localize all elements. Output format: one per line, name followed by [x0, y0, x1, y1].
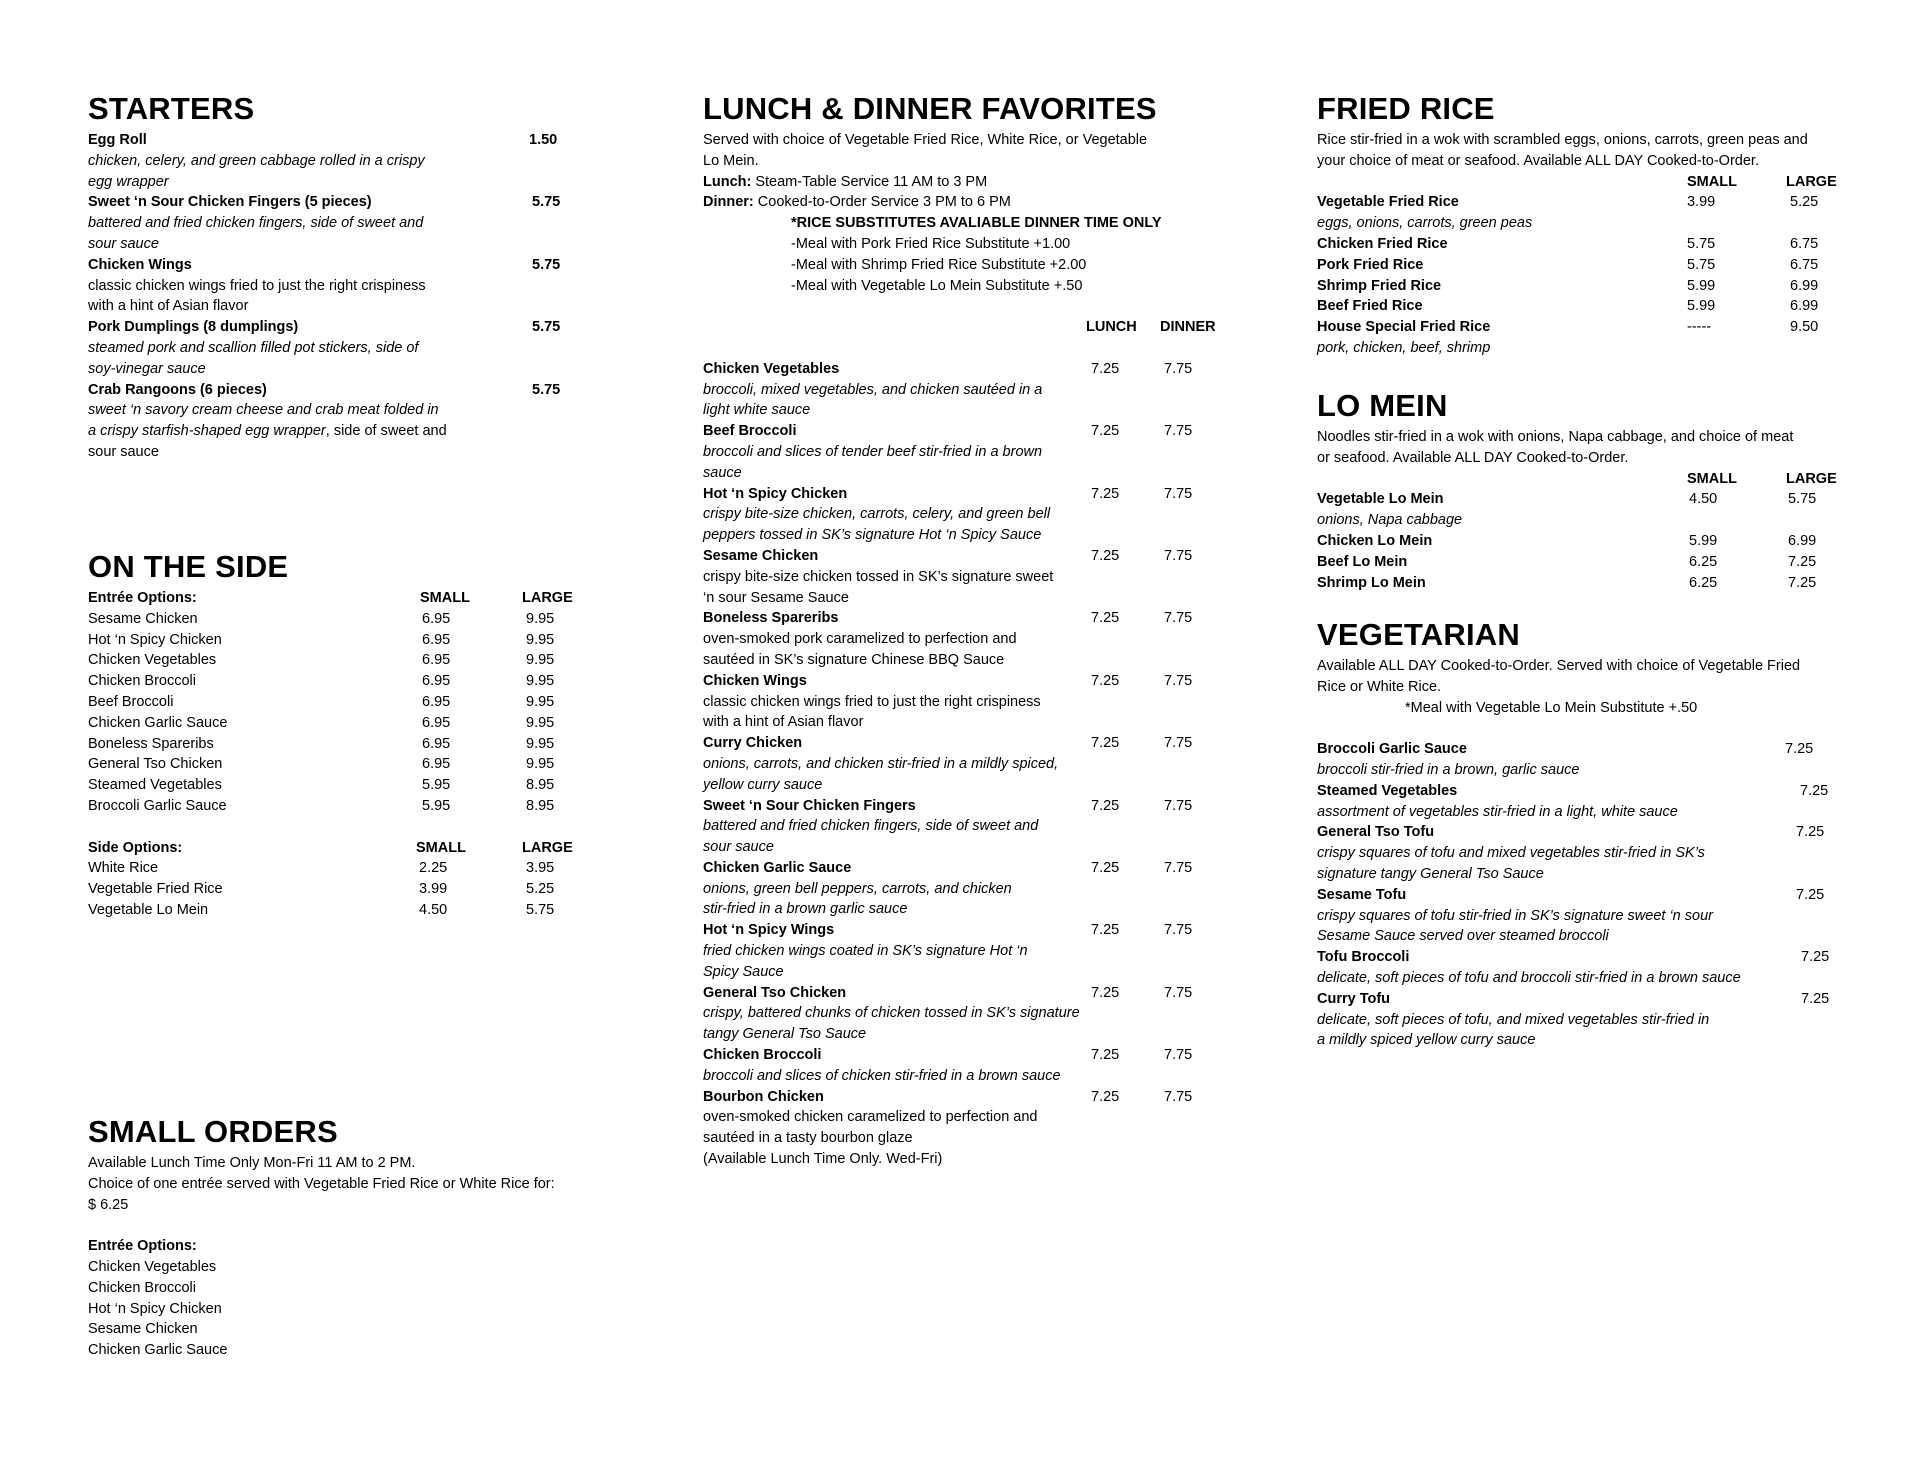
lunch-label: Lunch:: [703, 173, 752, 190]
vegetarian-item: [1317, 989, 1862, 1010]
large-price: 9.95: [526, 673, 555, 690]
item-description: eggs, onions, carrots, green peas: [1317, 215, 1533, 232]
favorite-item-name: [703, 1045, 1243, 1066]
large-price: 9.95: [526, 714, 555, 731]
large-column-header: LARGE: [522, 590, 573, 606]
item-description: assortment of vegetables stir-fried in a light, white sauce: [1317, 803, 1678, 820]
lo-mein-section: [1317, 385, 1862, 593]
dinner-service-line: [703, 192, 1243, 213]
item-name: Steamed Vegetables: [88, 777, 222, 794]
lunch-price: 7.25: [1091, 672, 1120, 689]
item-description: oven-smoked chicken caramelized to perfection and: [703, 1109, 1038, 1126]
dinner-price: 7.75: [1164, 423, 1193, 440]
small-price: 6.25: [1689, 574, 1718, 591]
small-price: 5.95: [422, 797, 451, 814]
item-name: Chicken Wings: [703, 672, 807, 689]
item-description-part: a crispy starfish-shaped egg wrapper: [88, 423, 326, 440]
item-description: a mildly spiced yellow curry sauce: [1317, 1032, 1536, 1049]
large-price: 5.75: [1788, 491, 1817, 508]
lunch-price: 7.25: [1091, 610, 1120, 627]
small-price: 4.50: [419, 901, 448, 918]
item-name: General Tso Chicken: [88, 756, 223, 773]
entree-option-row: [88, 775, 648, 796]
lo-mein-column-headers: [1317, 469, 1862, 490]
small-orders-section: [88, 1111, 648, 1361]
favorite-item-name: [703, 484, 1243, 505]
small-column-header: SMALL: [1687, 470, 1737, 487]
item-price: 7.25: [1796, 824, 1825, 841]
large-price: 5.25: [1790, 194, 1819, 211]
item-name: Hot ‘n Spicy Chicken: [88, 631, 222, 648]
favorite-item-name: [703, 546, 1243, 567]
small-price: 6.95: [422, 673, 451, 690]
item-description: crispy squares of tofu stir-fried in SK’s signature sweet ‘n sour: [1317, 907, 1713, 924]
entree-option-row: [88, 650, 648, 671]
item-name: Vegetable Fried Rice: [88, 881, 223, 898]
large-price: 6.99: [1790, 298, 1819, 315]
favorite-item-name: [703, 359, 1243, 380]
lunch-price: 7.25: [1091, 485, 1120, 502]
dinner-price: 7.75: [1164, 360, 1193, 377]
lunch-price: 7.25: [1091, 1047, 1120, 1064]
fried-rice-item: [1317, 276, 1862, 297]
item-price: 7.25: [1801, 949, 1830, 966]
dinner-price: 7.75: [1164, 547, 1193, 564]
lunch-price: 7.25: [1091, 423, 1120, 440]
lunch-column-header: LUNCH: [1086, 319, 1137, 336]
small-order-option: Chicken Vegetables: [88, 1258, 217, 1275]
item-name: Chicken Garlic Sauce: [703, 859, 852, 876]
item-description: fried chicken wings coated in SK’s signature Hot ‘n: [703, 943, 1028, 960]
item-name: Chicken Garlic Sauce: [88, 714, 228, 731]
item-description: broccoli and slices of chicken stir-fried in a brown sauce: [703, 1067, 1061, 1084]
item-description: (Available Lunch Time Only. Wed-Fri): [703, 1151, 943, 1168]
small-order-option: Chicken Garlic Sauce: [88, 1342, 228, 1359]
starter-item-name: [88, 380, 648, 401]
item-description: with a hint of Asian flavor: [88, 298, 249, 315]
rice-substitutes-title: *RICE SUBSTITUTES AVALIABLE DINNER TIME ONLY: [791, 215, 1162, 232]
starters-list: [88, 130, 648, 463]
item-description: delicate, soft pieces of tofu and broccoli stir-fried in a brown sauce: [1317, 969, 1741, 986]
favorite-item-name: [703, 796, 1243, 817]
item-name: Sesame Chicken: [703, 547, 819, 564]
item-name: Broccoli Garlic Sauce: [88, 797, 227, 814]
small-column-header: SMALL: [1687, 173, 1737, 190]
large-price: 6.75: [1790, 256, 1819, 273]
fried-rice-item: [1317, 192, 1862, 213]
item-name: Tofu Broccoli: [1317, 949, 1410, 966]
small-price: 6.95: [422, 652, 451, 669]
lo-mein-intro-line: Noodles stir-fried in a wok with onions, Napa cabbage, and choice of meat: [1317, 429, 1794, 445]
substitute-option: -Meal with Vegetable Lo Mein Substitute +.50: [791, 277, 1083, 294]
small-column-header: SMALL: [420, 590, 470, 606]
fried-rice-item: [1317, 234, 1862, 255]
fried-rice-section: [1317, 88, 1862, 359]
item-name: Sweet ‘n Sour Chicken Fingers (5 pieces): [88, 194, 372, 211]
item-description: chicken, celery, and green cabbage rolled in a crispy: [88, 152, 425, 169]
large-price: 6.75: [1790, 235, 1819, 252]
item-description: [88, 421, 648, 442]
item-name: Beef Fried Rice: [1317, 298, 1423, 315]
large-price: 8.95: [526, 797, 555, 814]
small-price: 5.99: [1687, 277, 1716, 294]
item-name: Shrimp Lo Mein: [1317, 574, 1426, 591]
favorite-item-name: [703, 671, 1243, 692]
large-column-header: LARGE: [522, 839, 573, 856]
item-name: Chicken Fried Rice: [1317, 235, 1448, 252]
favorite-item-name: [703, 608, 1243, 629]
starter-item-name: [88, 192, 648, 213]
item-name: Egg Roll: [88, 132, 147, 148]
vegetarian-item: [1317, 885, 1862, 906]
small-orders-price: $ 6.25: [88, 1196, 129, 1213]
starter-item-name: [88, 130, 648, 151]
lunch-price: 7.25: [1091, 360, 1120, 377]
dinner-price: 7.75: [1164, 610, 1193, 627]
starter-item-name: [88, 317, 648, 338]
item-name: Sesame Tofu: [1317, 886, 1407, 903]
side-option-row: [88, 900, 648, 921]
item-description: Spicy Sauce: [703, 963, 784, 980]
item-description: sour sauce: [88, 235, 159, 252]
dinner-text: Cooked-to-Order Service 3 PM to 6 PM: [753, 194, 1011, 211]
item-description: ‘n sour Sesame Sauce: [703, 589, 849, 606]
lo-mein-item: [1317, 489, 1862, 510]
item-description: sauce: [703, 464, 742, 481]
item-description: stir-fried in a brown garlic sauce: [703, 901, 908, 918]
lo-mein-item: [1317, 573, 1862, 594]
small-price: 2.25: [419, 860, 448, 877]
fried-rice-item: [1317, 255, 1862, 276]
small-orders-options-label: Entrée Options:: [88, 1238, 197, 1255]
item-description: crispy, battered chunks of chicken tossed in SK’s signature: [703, 1005, 1080, 1022]
item-description: classic chicken wings fried to just the right crispiness: [703, 693, 1041, 710]
lunch-price: 7.25: [1091, 984, 1120, 1001]
item-name: Pork Fried Rice: [1317, 256, 1424, 273]
entree-option-row: [88, 796, 648, 817]
fried-rice-intro-line: your choice of meat or seafood. Available ALL DAY Cooked-to-Order.: [1317, 152, 1759, 169]
entree-options-list: [88, 609, 648, 817]
dinner-label: Dinner:: [703, 194, 754, 211]
item-name: Sesame Chicken: [88, 610, 198, 627]
item-name: Curry Chicken: [703, 735, 803, 752]
item-name: Beef Lo Mein: [1317, 553, 1408, 570]
item-description-part: , side of sweet and: [325, 423, 447, 440]
fried-rice-intro-line: Rice stir-fried in a wok with scrambled eggs, onions, carrots, green peas and: [1317, 132, 1808, 148]
item-name: Chicken Broccoli: [88, 673, 196, 690]
small-price: 6.25: [1689, 553, 1718, 570]
favorite-item-name: [703, 733, 1243, 754]
item-name: Beef Broccoli: [88, 693, 174, 710]
entree-option-row: [88, 609, 648, 630]
dinner-price: 7.75: [1164, 1088, 1193, 1105]
entree-option-row: [88, 692, 648, 713]
large-column-header: LARGE: [1786, 470, 1837, 487]
lo-mein-item: [1317, 531, 1862, 552]
vegetarian-item: [1317, 781, 1862, 802]
item-description: peppers tossed in SK’s signature Hot ‘n Spicy Sauce: [703, 527, 1042, 544]
item-description: sweet ‘n savory cream cheese and crab meat folded in: [88, 402, 439, 419]
lunch-price: 7.25: [1091, 735, 1120, 752]
item-name: Chicken Broccoli: [703, 1047, 822, 1064]
item-price: 7.25: [1785, 741, 1814, 758]
dinner-price: 7.75: [1164, 922, 1193, 939]
favorites-column-headers: [703, 317, 1243, 338]
dinner-price: 7.75: [1164, 735, 1193, 752]
left-column: [88, 88, 648, 1359]
item-description: sour sauce: [88, 443, 159, 460]
item-price: 5.75: [532, 381, 561, 398]
item-name: Chicken Wings: [88, 256, 192, 273]
item-name: Vegetable Lo Mein: [88, 901, 209, 918]
small-price: 5.99: [1687, 298, 1716, 315]
item-name: General Tso Chicken: [703, 984, 847, 1001]
item-name: Pork Dumplings (8 dumplings): [88, 319, 299, 336]
vegetarian-title: VEGETARIAN: [1317, 617, 1520, 652]
item-name: White Rice: [88, 860, 159, 877]
small-price: 3.99: [1687, 194, 1716, 211]
item-description: broccoli stir-fried in a brown, garlic sauce: [1317, 761, 1580, 778]
item-description: oven-smoked pork caramelized to perfection and: [703, 631, 1017, 648]
dinner-price: 7.75: [1164, 485, 1193, 502]
dinner-price: 7.75: [1164, 859, 1193, 876]
item-description: yellow curry sauce: [703, 776, 823, 793]
entree-option-row: [88, 754, 648, 775]
middle-column: [703, 88, 1243, 1170]
dinner-price: 7.75: [1164, 984, 1193, 1001]
vegetarian-item: [1317, 947, 1862, 968]
favorite-item-name: [703, 920, 1243, 941]
item-name: Vegetable Lo Mein: [1317, 491, 1444, 508]
item-description: light white sauce: [703, 402, 811, 419]
entree-option-row: [88, 713, 648, 734]
small-orders-title: SMALL ORDERS: [88, 1114, 338, 1149]
favorites-intro-line: Lo Mein.: [703, 152, 759, 169]
lunch-price: 7.25: [1091, 1088, 1120, 1105]
item-name: Beef Broccoli: [703, 423, 797, 440]
item-price: 7.25: [1800, 782, 1829, 799]
favorite-item-name: [703, 421, 1243, 442]
large-price: 7.25: [1788, 574, 1817, 591]
entree-option-row: [88, 734, 648, 755]
large-column-header: LARGE: [1786, 173, 1837, 190]
item-name: House Special Fried Rice: [1317, 319, 1491, 336]
item-name: Steamed Vegetables: [1317, 782, 1458, 799]
small-orders-description: Choice of one entrée served with Vegetable Fried Rice or White Rice for:: [88, 1175, 555, 1192]
favorites-list: [703, 359, 1243, 1170]
on-the-side-section: [88, 546, 648, 921]
item-description: crispy squares of tofu and mixed vegetables stir-fried in SK’s: [1317, 845, 1705, 862]
large-price: 9.95: [526, 693, 555, 710]
small-price: 4.50: [1689, 491, 1718, 508]
item-price: 7.25: [1796, 886, 1825, 903]
item-description: Sesame Sauce served over steamed broccoli: [1317, 928, 1609, 945]
item-description: onions, green bell peppers, carrots, and chicken: [703, 880, 1012, 897]
substitute-option: -Meal with Shrimp Fried Rice Substitute +2.00: [791, 256, 1087, 273]
item-description: pork, chicken, beef, shrimp: [1317, 339, 1491, 356]
item-price: 1.50: [529, 132, 558, 148]
side-options-label: Side Options:: [88, 839, 183, 856]
vegetarian-intro-line: Available ALL DAY Cooked-to-Order. Served with choice of Vegetable Fried: [1317, 658, 1801, 674]
small-price: 6.95: [422, 693, 451, 710]
substitute-option: -Meal with Pork Fried Rice Substitute +1.00: [791, 235, 1071, 252]
vegetarian-intro-line: Rice or White Rice.: [1317, 678, 1442, 695]
item-name: Broccoli Garlic Sauce: [1317, 741, 1467, 758]
small-price: 5.99: [1689, 532, 1718, 549]
large-price: 8.95: [526, 777, 555, 794]
item-name: Vegetable Fried Rice: [1317, 194, 1459, 211]
fried-rice-column-headers: [1317, 172, 1862, 193]
item-description: delicate, soft pieces of tofu, and mixed vegetables stir-fried in: [1317, 1011, 1710, 1028]
item-name: General Tso Tofu: [1317, 824, 1435, 841]
dinner-price: 7.75: [1164, 672, 1193, 689]
item-name: Curry Tofu: [1317, 990, 1391, 1007]
small-order-option: Hot ‘n Spicy Chicken: [88, 1300, 222, 1317]
entree-option-row: [88, 671, 648, 692]
item-name: Boneless Spareribs: [703, 610, 839, 627]
item-description: battered and fried chicken fingers, side of sweet and: [703, 818, 1039, 835]
small-order-option: Sesame Chicken: [88, 1321, 198, 1338]
lunch-price: 7.25: [1091, 797, 1120, 814]
lunch-price: 7.25: [1091, 922, 1120, 939]
item-description: classic chicken wings fried to just the right crispiness: [88, 277, 426, 294]
item-description: onions, Napa cabbage: [1317, 512, 1463, 529]
side-options-list: [88, 858, 648, 920]
vegetarian-list: [1317, 739, 1862, 1051]
small-price: 5.75: [1687, 235, 1716, 252]
entree-options-header: [88, 588, 648, 609]
item-description: with a hint of Asian flavor: [703, 714, 864, 731]
item-description: signature tangy General Tso Sauce: [1317, 865, 1544, 882]
item-description: sautéed in a tasty bourbon glaze: [703, 1130, 913, 1147]
large-price: 9.95: [526, 610, 555, 627]
item-description: egg wrapper: [88, 173, 169, 190]
item-name: Shrimp Fried Rice: [1317, 277, 1442, 294]
small-price: 6.95: [422, 756, 451, 773]
small-price: 6.95: [422, 610, 451, 627]
lunch-price: 7.25: [1091, 547, 1120, 564]
item-description: soy-vinegar sauce: [88, 360, 206, 377]
entree-option-row: [88, 630, 648, 651]
vegetarian-item: [1317, 822, 1862, 843]
lunch-service-line: [703, 172, 1243, 193]
large-price: 3.95: [526, 860, 555, 877]
side-options-header: [88, 838, 648, 859]
fried-rice-title: FRIED RICE: [1317, 91, 1495, 126]
right-column: [1317, 88, 1862, 1049]
item-price: 5.75: [532, 194, 561, 211]
favorites-section: [703, 88, 1243, 1170]
item-description: sour sauce: [703, 839, 774, 856]
item-description: crispy bite-size chicken, carrots, celery, and green bell: [703, 506, 1051, 523]
item-price: 5.75: [532, 256, 561, 273]
starters-section: [88, 88, 648, 463]
lo-mein-item: [1317, 552, 1862, 573]
side-option-row: [88, 858, 648, 879]
favorites-title: LUNCH & DINNER FAVORITES: [703, 91, 1157, 126]
item-name: Chicken Lo Mein: [1317, 532, 1433, 549]
small-price: 6.95: [422, 714, 451, 731]
item-description: crispy bite-size chicken tossed in SK’s signature sweet: [703, 568, 1054, 585]
large-price: 5.25: [526, 881, 555, 898]
large-price: 9.95: [526, 756, 555, 773]
item-name: Bourbon Chicken: [703, 1088, 824, 1105]
item-name: Hot ‘n Spicy Chicken: [703, 485, 848, 502]
favorites-intro-line: Served with choice of Vegetable Fried Rice, White Rice, or Vegetable: [703, 132, 1148, 148]
large-price: 9.95: [526, 652, 555, 669]
starter-item-name: [88, 255, 648, 276]
fried-rice-item: [1317, 317, 1862, 338]
large-price: 5.75: [526, 901, 555, 918]
large-price: 6.99: [1788, 532, 1817, 549]
item-description: broccoli and slices of tender beef stir-fried in a brown: [703, 443, 1043, 460]
item-name: Chicken Vegetables: [703, 360, 840, 377]
fried-rice-list: [1317, 192, 1862, 358]
lo-mein-list: [1317, 489, 1862, 593]
item-name: Boneless Spareribs: [88, 735, 214, 752]
favorite-item-name: [703, 983, 1243, 1004]
item-description: tangy General Tso Sauce: [703, 1026, 867, 1043]
item-name: Chicken Vegetables: [88, 652, 217, 669]
vegetarian-item: [1317, 739, 1862, 760]
large-price: 9.95: [526, 631, 555, 648]
item-description: steamed pork and scallion filled pot stickers, side of: [88, 339, 419, 356]
item-name: Hot ‘n Spicy Wings: [703, 922, 835, 939]
vegetarian-substitute-note: *Meal with Vegetable Lo Mein Substitute +.50: [1405, 699, 1698, 716]
lunch-price: 7.25: [1091, 859, 1120, 876]
favorite-item-name: [703, 858, 1243, 879]
large-price: 9.50: [1790, 319, 1819, 336]
small-price: 5.95: [422, 777, 451, 794]
item-price: 7.25: [1801, 990, 1830, 1007]
small-price: 6.95: [422, 631, 451, 648]
item-name: Crab Rangoons (6 pieces): [88, 381, 267, 398]
small-orders-availability: Available Lunch Time Only Mon-Fri 11 AM to 2 PM.: [88, 1155, 416, 1171]
large-price: 9.95: [526, 735, 555, 752]
small-price: 3.99: [419, 881, 448, 898]
large-price: 7.25: [1788, 553, 1817, 570]
lo-mein-intro-line: or seafood. Available ALL DAY Cooked-to-Order.: [1317, 449, 1629, 466]
dinner-column-header: DINNER: [1160, 319, 1216, 336]
dinner-price: 7.75: [1164, 1047, 1193, 1064]
small-price: 6.95: [422, 735, 451, 752]
item-description: battered and fried chicken fingers, side of sweet and: [88, 215, 424, 232]
small-orders-options-list: [88, 1257, 648, 1361]
dinner-price: 7.75: [1164, 797, 1193, 814]
item-price: 5.75: [532, 319, 561, 336]
small-order-option: Chicken Broccoli: [88, 1279, 196, 1296]
item-description: broccoli, mixed vegetables, and chicken sautéed in a: [703, 381, 1043, 398]
small-price: -----: [1687, 319, 1712, 336]
small-column-header: SMALL: [416, 839, 466, 856]
favorite-item-name: [703, 1087, 1243, 1108]
large-price: 6.99: [1790, 277, 1819, 294]
lo-mein-title: LO MEIN: [1317, 388, 1448, 423]
entree-options-label: Entrée Options:: [88, 590, 197, 606]
item-description: sautéed in SK’s signature Chinese BBQ Sauce: [703, 651, 1005, 668]
item-name: Sweet ‘n Sour Chicken Fingers: [703, 797, 916, 814]
item-description: onions, carrots, and chicken stir-fried in a mildly spiced,: [703, 755, 1059, 772]
side-option-row: [88, 879, 648, 900]
fried-rice-item: [1317, 296, 1862, 317]
starters-title: STARTERS: [88, 91, 255, 126]
vegetarian-section: [1317, 614, 1862, 1051]
on-the-side-title: ON THE SIDE: [88, 549, 289, 584]
lunch-text: Steam-Table Service 11 AM to 3 PM: [751, 173, 988, 190]
small-price: 5.75: [1687, 256, 1716, 273]
